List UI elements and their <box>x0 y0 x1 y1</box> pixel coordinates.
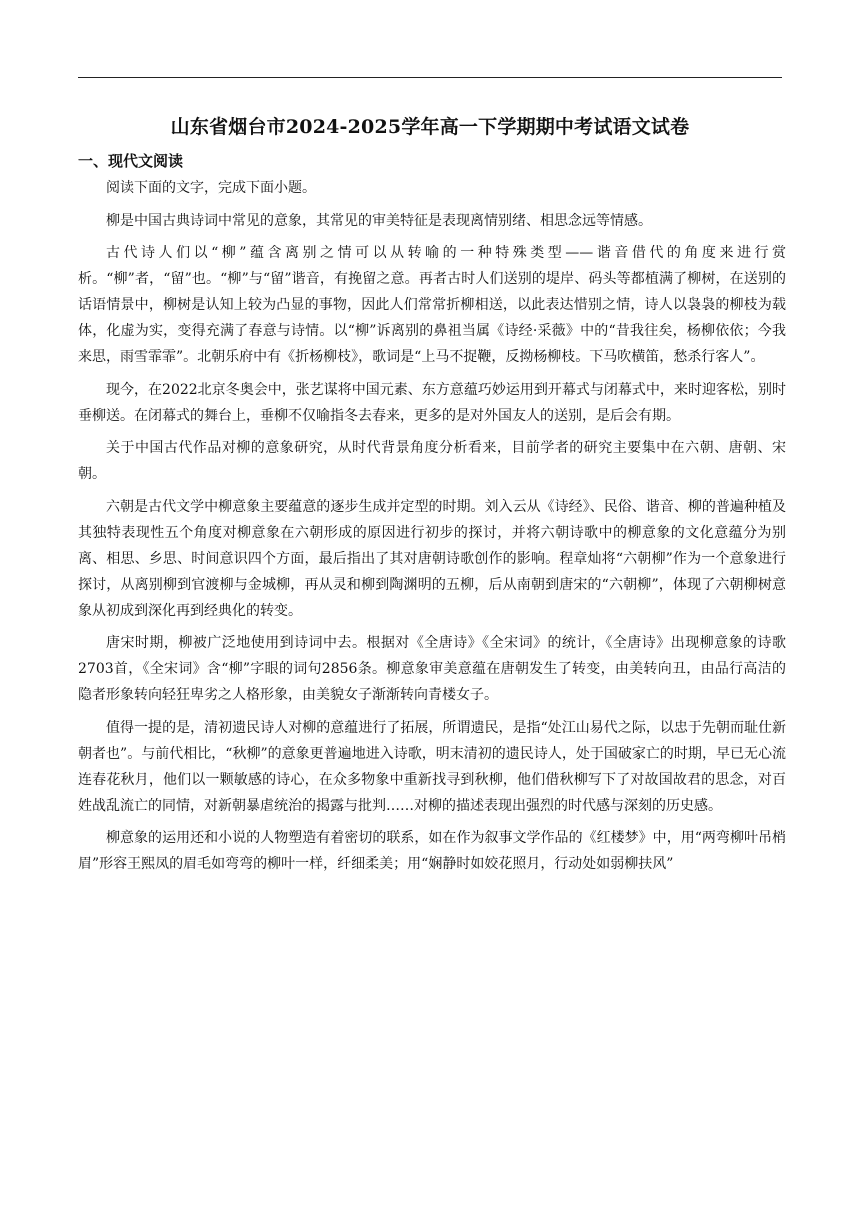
paragraph: 值得一提的是，清初遗民诗人对柳的意蕴进行了拓展，所谓遗民，是指“处江山易代之际，以忠于先朝而耻仕新朝者也”。与前代相比，“秋柳”的意象更普遍地进入诗歌，明末清初的遗民诗人，处于国破家亡的时期，早已无心流连春花秋月，他们以一颗敏感的诗心，在众多物象中重新找寻到秋柳，他们借秋柳写下了对故国故君的思念，对百姓战乱流亡的同情，对新朝暴虐统治的揭露与批判……对柳的描述表现出强烈的时代感与深刻的历史感。 <box>78 719 786 814</box>
section-heading: 一、现代文阅读 <box>78 152 184 170</box>
paragraph: 关于中国古代作品对柳的意象研究，从时代背景角度分析看来，目前学者的研究主要集中在六朝、唐朝、宋朝。 <box>78 440 786 482</box>
passage-body <box>78 175 786 884</box>
paragraph: 古代诗人们以“柳”蕴含离别之情可以从转喻的一种特殊类型——谐音借代的角度来进行赏析。“柳”者，“留”也。“柳”与“留”谐音，有挽留之意。再者古时人们送别的堤岸、码头等都植满了柳树，在送别的话语情景中，柳树是认知上较为凸显的事物，因此人们常常折柳相送，以此表达惜别之情，诗人以袅袅的柳枝为载体，化虚为实，变得充满了春意与诗情。以“柳”诉离别的鼻祖当属《诗经·采薇》中的“昔我往矣，杨柳依依；今我来思，雨雪霏霏”。北朝乐府中有《折杨柳枝》，歌词是“上马不捉鞭，反拗杨柳枝。下马吹横笛，愁杀行客人”。 <box>78 245 786 365</box>
paragraph: 唐宋时期，柳被广泛地使用到诗词中去。根据对《全唐诗》《全宋词》的统计，《全唐诗》出现柳意象的诗歌2703首，《全宋词》含“柳”字眼的词句2856条。柳意象审美意蕴在唐朝发生了转变，由美转向丑，由品行高洁的隐者形象转向轻狂卑劣之人格形象，由美貌女子渐渐转向青楼女子。 <box>78 635 786 703</box>
paragraph: 柳意象的运用还和小说的人物塑造有着密切的联系，如在作为叙事文学作品的《红楼梦》中，用“两弯柳叶吊梢眉”形容王熙凤的眉毛如弯弯的柳叶一样，纤细柔美；用“娴静时如姣花照月，行动处如弱柳扶风” <box>78 830 786 872</box>
document-title: 山东省烟台市2024-2025学年高一下学期期中考试语文试卷 <box>170 116 690 138</box>
paragraph: 六朝是古代文学中柳意象主要蕴意的逐步生成并定型的时期。刘入云从《诗经》、民俗、谐音、柳的普遍种植及其独特表现性五个角度对柳意象在六朝形成的原因进行初步的探讨，并将六朝诗歌中的柳意象的文化意蕴分为别离、相思、乡思、时间意识四个方面，最后指出了其对唐朝诗歌创作的影响。程章灿将“六朝柳”作为一个意象进行探讨，从离别柳到官渡柳与金城柳，再从灵和柳到陶渊明的五柳，后从南朝到唐宋的“六朝柳”，体现了六朝柳树意象从初成到深化再到经典化的转变。 <box>78 498 786 619</box>
header-rule <box>78 77 782 78</box>
paragraph: 现今，在2022北京冬奥会中，张艺谋将中国元素、东方意蕴巧妙运用到开幕式与闭幕式中，来时迎客松，别时垂柳送。在闭幕式的舞台上，垂柳不仅喻指冬去春来，更多的是对外国友人的送别，是后会有期。 <box>78 381 786 424</box>
paragraph-instruction: 阅读下面的文字，完成下面小题。 <box>106 180 316 196</box>
paragraph: 柳是中国古典诗词中常见的意象，其常见的审美特征是表现离情别绪、相思念远等情感。 <box>106 212 652 229</box>
